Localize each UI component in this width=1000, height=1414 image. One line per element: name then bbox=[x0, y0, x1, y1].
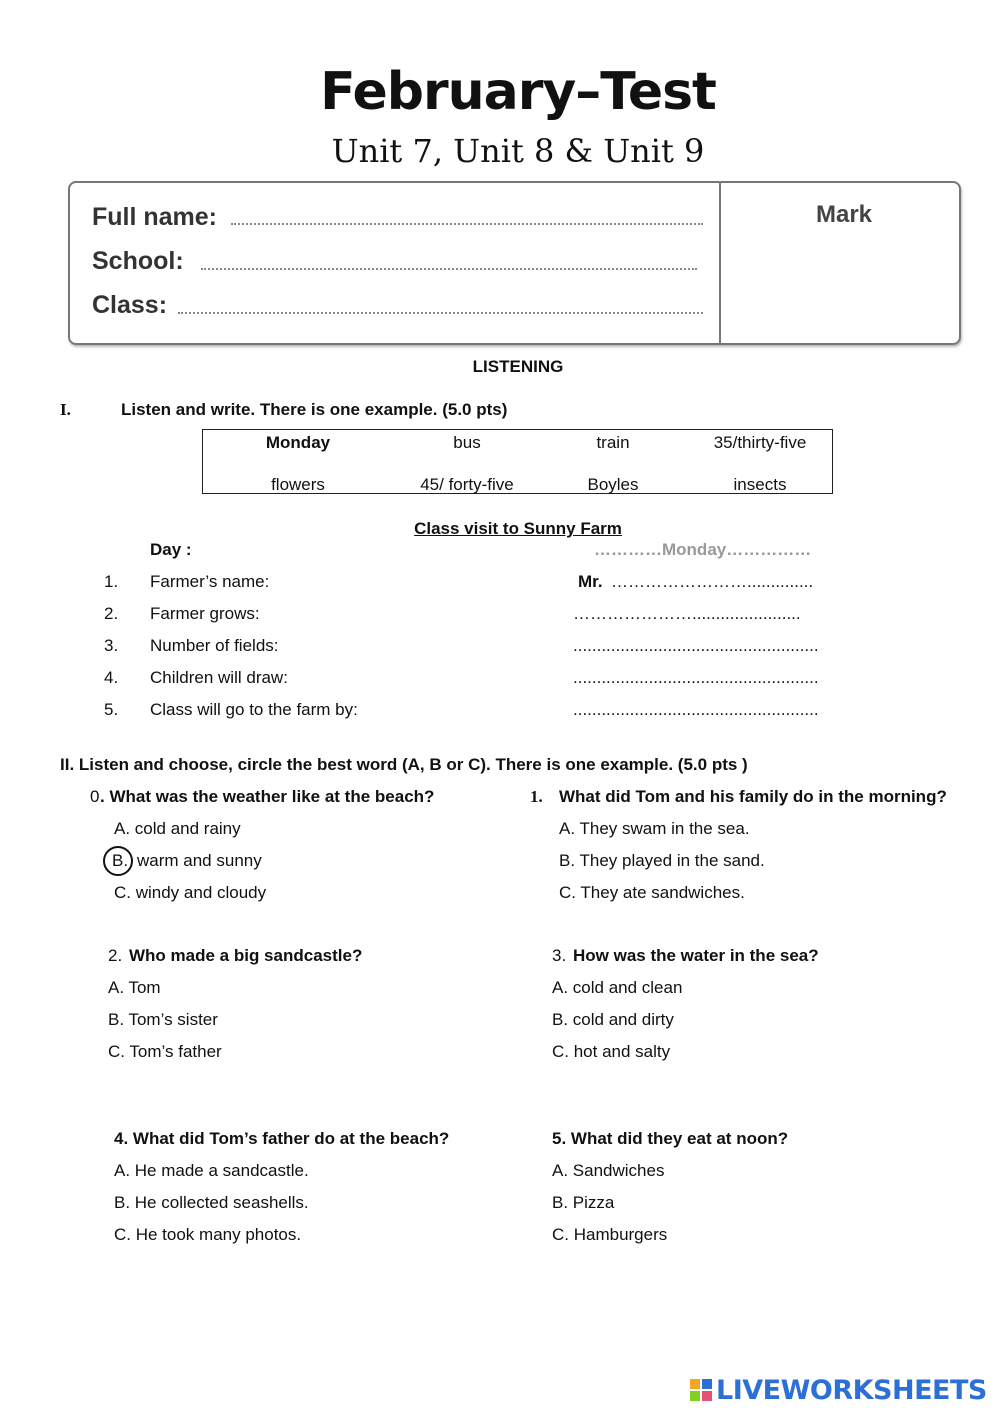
option[interactable]: A. He made a sandcastle. bbox=[114, 1161, 309, 1180]
option[interactable]: C. Tom’s father bbox=[108, 1042, 222, 1061]
option-letter[interactable]: B. bbox=[112, 851, 129, 870]
part1-instruction: Listen and write. There is one example. (5.0 pts) bbox=[121, 400, 508, 419]
option[interactable]: A. cold and rainy bbox=[114, 819, 241, 838]
word-box-cell: 45/ forty-five bbox=[420, 475, 514, 494]
word-box-cell: insects bbox=[733, 475, 787, 494]
question-text: 4. What did Tom’s father do at the beach? bbox=[114, 1129, 450, 1148]
word-box-cell: train bbox=[596, 433, 630, 452]
listening-heading: LISTENING bbox=[472, 357, 564, 376]
word-box bbox=[202, 429, 833, 494]
item-label: Farmer’s name: bbox=[150, 572, 270, 591]
info-box-divider bbox=[719, 181, 721, 345]
part2-instruction: II. Listen and choose, circle the best word (A, B or C). There is one example. (5.0 pts ) bbox=[60, 755, 748, 774]
answer-blank-2[interactable]: …………………....................... bbox=[573, 604, 801, 623]
option[interactable]: C. He took many photos. bbox=[114, 1225, 302, 1244]
liveworksheets-logo bbox=[690, 1375, 987, 1405]
option[interactable]: C. They ate sandwiches. bbox=[559, 883, 745, 902]
word-box-cell: bus bbox=[453, 433, 481, 452]
part1-number: I. bbox=[60, 400, 71, 419]
item-number: 5. bbox=[104, 700, 119, 719]
farm-visit-heading: Class visit to Sunny Farm bbox=[414, 519, 622, 538]
option[interactable]: C. hot and salty bbox=[552, 1042, 671, 1061]
full-name-label: Full name: bbox=[92, 203, 218, 231]
answer-circle bbox=[103, 846, 133, 876]
question-text: 5. What did they eat at noon? bbox=[552, 1129, 789, 1148]
item-label: Farmer grows: bbox=[150, 604, 260, 623]
page-title: February–Test bbox=[320, 62, 716, 122]
mark-label: Mark bbox=[816, 201, 873, 228]
answer-blank-5[interactable]: .................................................... bbox=[573, 700, 819, 719]
student-info-box bbox=[68, 181, 961, 345]
item-number: 3. bbox=[104, 636, 119, 655]
item-number: 1. bbox=[104, 572, 119, 591]
question-text: . What was the weather like at the beach? bbox=[100, 787, 435, 806]
example-label: Day : bbox=[150, 540, 192, 559]
answer-blank-1[interactable]: …………………….............. bbox=[611, 572, 814, 591]
word-box-cell: Monday bbox=[265, 433, 331, 452]
option[interactable]: A. Sandwiches bbox=[552, 1161, 665, 1180]
option[interactable]: warm and sunny bbox=[137, 851, 262, 870]
option[interactable]: B. He collected seashells. bbox=[114, 1193, 309, 1212]
option[interactable]: C. Hamburgers bbox=[552, 1225, 668, 1244]
liveworksheets-logo-icon bbox=[690, 1379, 712, 1401]
word-box-cell: Boyles bbox=[587, 475, 639, 494]
option[interactable]: A. Tom bbox=[108, 978, 161, 997]
answer-blank-4[interactable]: .................................................... bbox=[573, 668, 819, 687]
option[interactable]: A. cold and clean bbox=[552, 978, 683, 997]
word-box-cell: flowers bbox=[271, 475, 325, 494]
question-number: 2. bbox=[108, 946, 123, 965]
question-text: How was the water in the sea? bbox=[573, 946, 819, 965]
option[interactable]: C. windy and cloudy bbox=[114, 883, 267, 902]
question-text: What did Tom and his family do in the morning? bbox=[559, 787, 947, 806]
full-name-field[interactable] bbox=[231, 223, 703, 225]
option[interactable]: A. They swam in the sea. bbox=[559, 819, 750, 838]
question-number: 3. bbox=[552, 946, 567, 965]
class-label: Class: bbox=[92, 291, 168, 319]
option[interactable]: B. They played in the sand. bbox=[559, 851, 765, 870]
question-number: 1. bbox=[530, 787, 543, 806]
school-field[interactable] bbox=[201, 268, 697, 270]
item-number: 4. bbox=[104, 668, 119, 687]
word-box-cell: 35/thirty-five bbox=[713, 433, 807, 452]
item-number: 2. bbox=[104, 604, 119, 623]
item-label: Class will go to the farm by: bbox=[150, 700, 358, 719]
item-label: Children will draw: bbox=[150, 668, 288, 687]
question-text: Who made a big sandcastle? bbox=[129, 946, 363, 965]
question-number: 0 bbox=[90, 787, 100, 806]
option[interactable]: B. Tom’s sister bbox=[108, 1010, 218, 1029]
item-label: Number of fields: bbox=[150, 636, 279, 655]
page-subtitle: Unit 7, Unit 8 & Unit 9 bbox=[331, 132, 705, 170]
liveworksheets-logo-text: LIVEWORKSHEETS bbox=[716, 1374, 987, 1406]
item-prefix: Mr. bbox=[578, 572, 603, 591]
answer-blank-3[interactable]: .................................................... bbox=[573, 636, 819, 655]
example-answer: …………Monday…………… bbox=[594, 540, 812, 559]
option[interactable]: B. Pizza bbox=[552, 1193, 615, 1212]
class-field[interactable] bbox=[178, 312, 703, 314]
school-label: School: bbox=[92, 247, 184, 275]
option[interactable]: B. cold and dirty bbox=[552, 1010, 674, 1029]
